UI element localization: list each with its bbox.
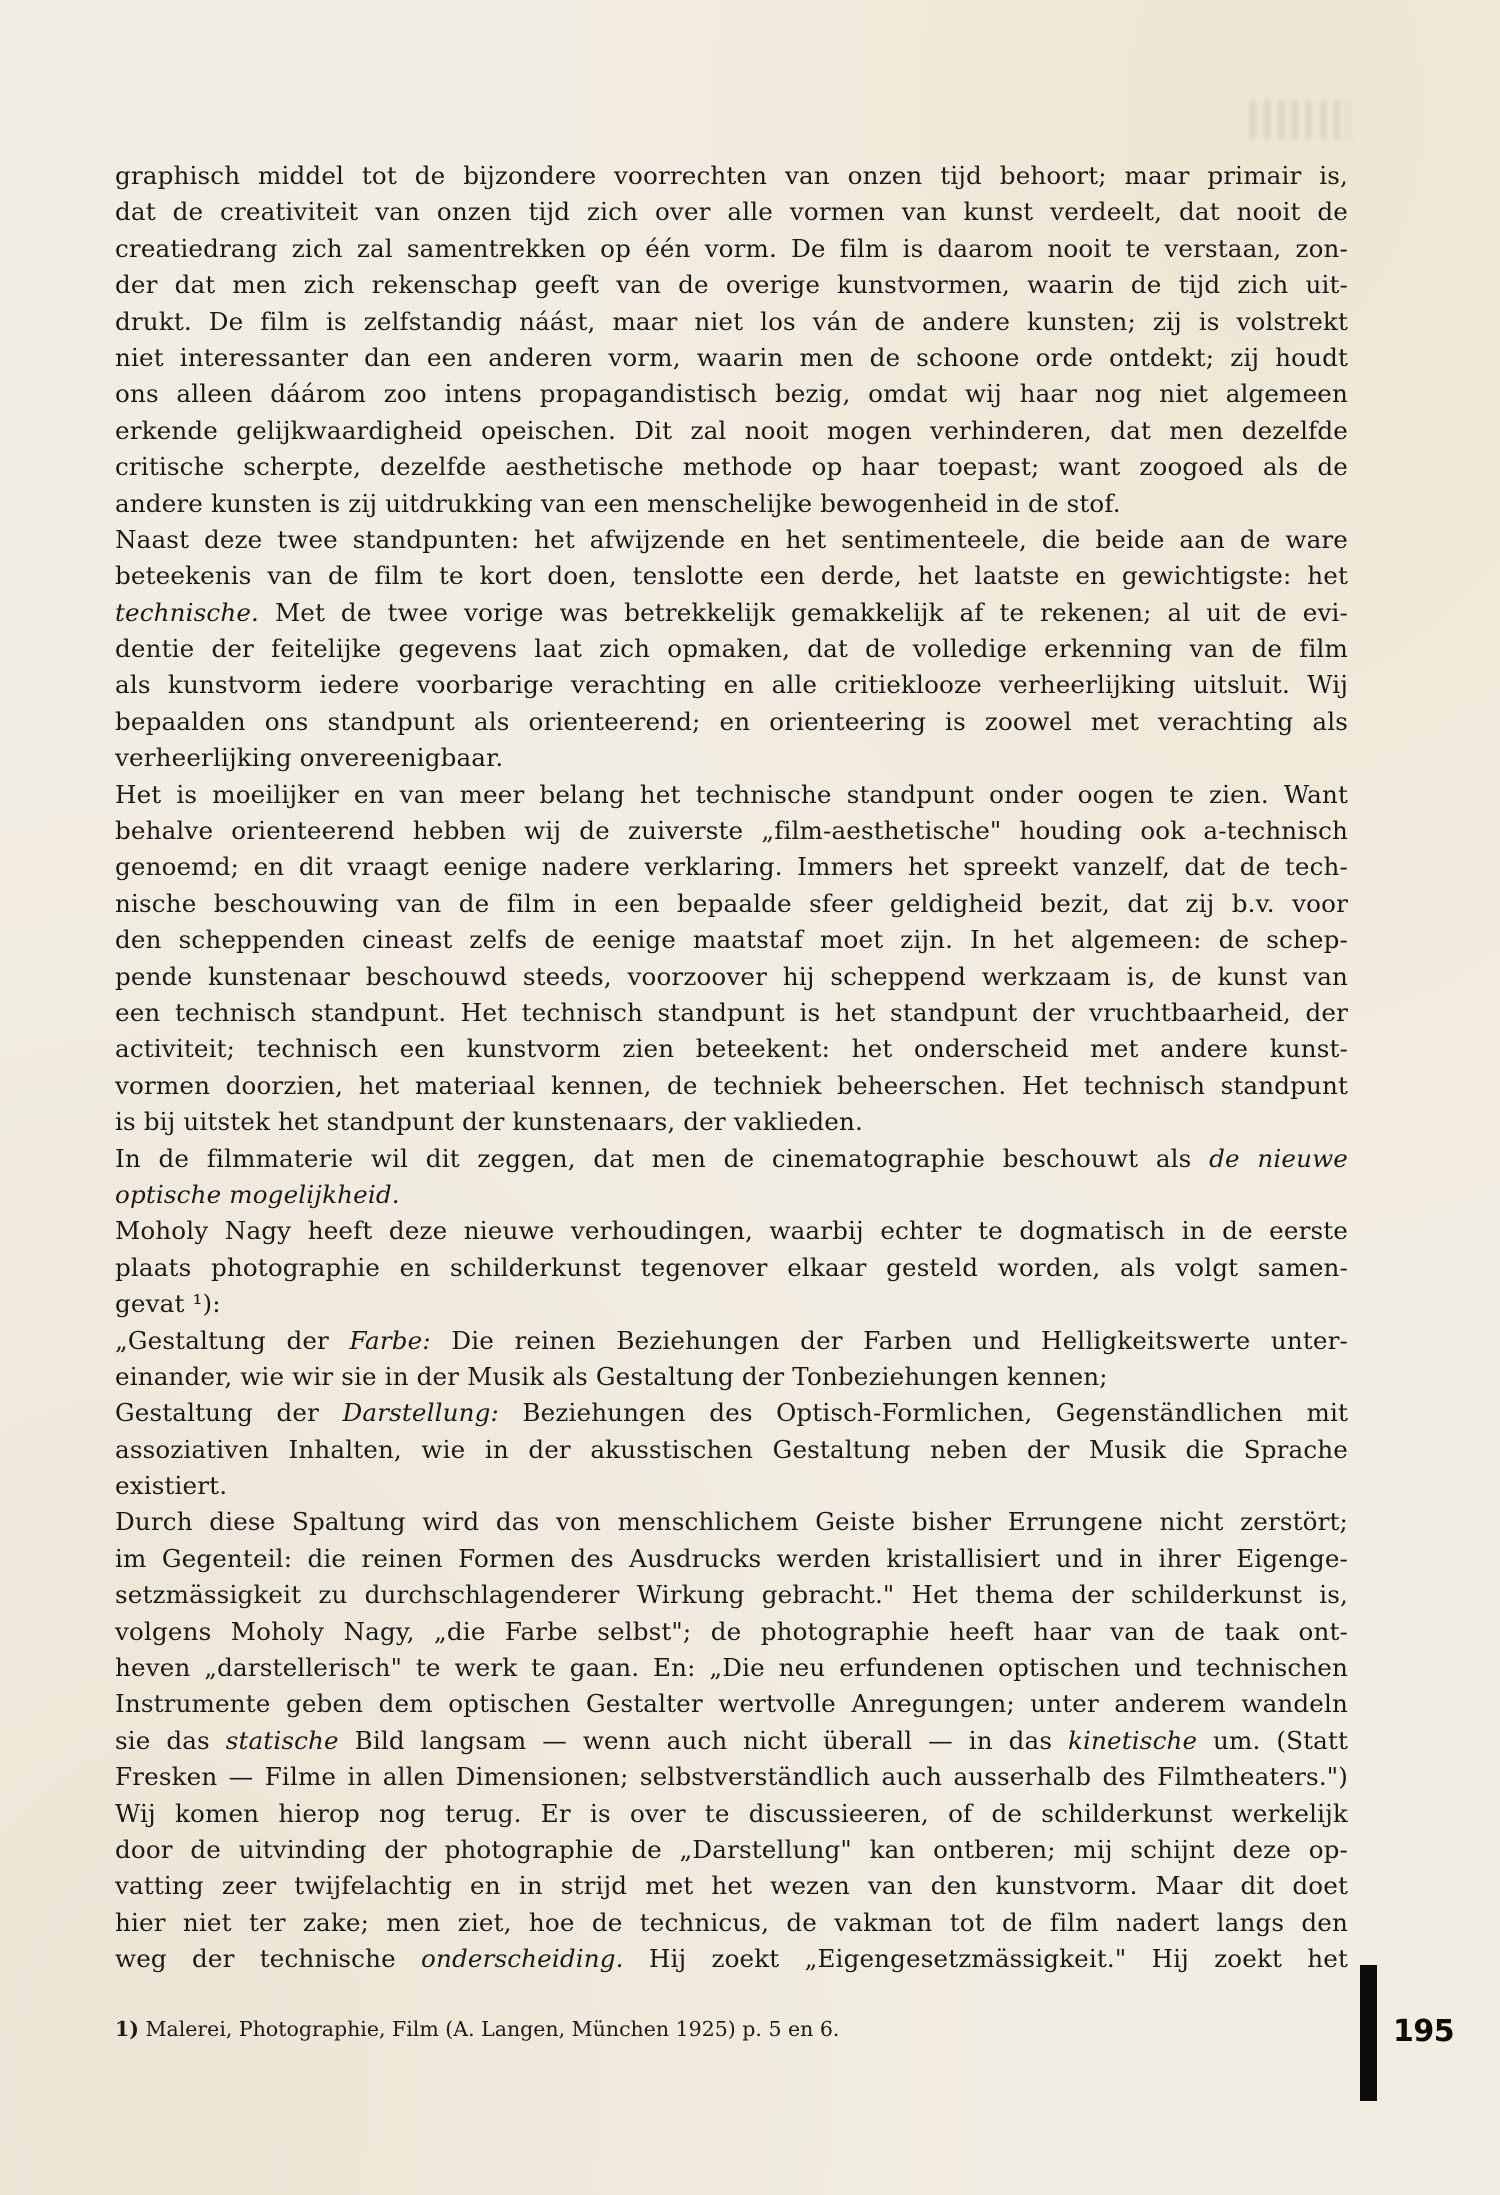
text-line [115,1141,1348,1177]
text-segment: heven „darstellerisch" te werk te gaan. En: „Die neu erfundenen optischen und technischen [115,1653,1348,1683]
text-segment: der dat men zich rekenschap geeft van de overige kunstvormen, waarin de tijd zich uit- [115,270,1348,300]
text-line [115,1468,1348,1504]
text-segment: „Gestaltung der [115,1325,350,1355]
text-segment: vatting zeer twijfelachtig en in strijd met het wezen van den kunstvorm. Maar dit doet [115,1871,1348,1901]
text-segment: In de filmmaterie wil dit zeggen, dat men de cinematographie beschouwt als [115,1143,1210,1173]
body-text [115,158,1348,1978]
text-segment: andere kunsten is zij uitdrukking van een menschelijke bewogenheid in de stof. [115,488,1121,518]
text-line [115,231,1348,267]
emphasis-text: optische mogelijkheid. [115,1179,400,1209]
text-line [115,740,1348,776]
text-line [115,1905,1348,1941]
text-line [115,558,1348,594]
text-segment: dentie der feitelijke gegevens laat zich opmaken, dat de volledige erkenning van de film [115,634,1348,664]
text-line [115,667,1348,703]
text-segment: ons alleen dáárom zoo intens propagandistisch bezig, omdat wij haar nog niet algemeen [115,379,1348,409]
text-segment: verheerlijking onvereenigbaar. [115,743,504,773]
text-line [115,1541,1348,1577]
text-segment: Gestaltung der [115,1398,343,1428]
text-line [115,1577,1348,1613]
emphasis-text: kinetische [1067,1725,1198,1755]
page-number-bar [1360,1965,1377,2101]
text-segment: existiert. [115,1471,228,1501]
text-segment: activiteit; technisch een kunstvorm zien beteekent: het onderscheid met andere kunst- [115,1034,1348,1064]
text-line [115,1686,1348,1722]
text-segment: Beziehungen des Optisch-Formlichen, Gegenständlichen mit [498,1398,1348,1428]
text-segment: creatiedrang zich zal samentrekken op één vorm. De film is daarom nooit te verstaan, zon- [115,233,1348,263]
text-segment: Hij zoekt „Eigengesetzmässigkeit." Hij zoekt het [623,1944,1348,1974]
text-line [115,1031,1348,1067]
text-segment: een technisch standpunt. Het technisch standpunt is het standpunt der vruchtbaarheid, der [115,997,1348,1027]
text-segment: plaats photographie en schilderkunst tegenover elkaar gesteld worden, als volgt samen- [115,1252,1348,1282]
text-line [115,849,1348,885]
text-segment: weg der technische [115,1944,422,1974]
text-segment: Het is moeilijker en van meer belang het technische standpunt onder oogen te zien. Want [115,779,1348,809]
text-segment: Durch diese Spaltung wird das von menschlichem Geiste bisher Errungene nicht zerstört; [115,1507,1348,1537]
text-line [115,1068,1348,1104]
text-line [115,777,1348,813]
text-line [115,1504,1348,1540]
text-line [115,376,1348,412]
text-segment: drukt. De film is zelfstandig náást, maar niet los ván de andere kunsten; zij is volstrekt [115,306,1348,336]
text-line [115,1832,1348,1868]
text-segment: hier niet ter zake; men ziet, hoe de technicus, de vakman tot de film nadert langs den [115,1907,1348,1937]
text-line [115,1359,1348,1395]
text-segment: Bild langsam — wenn auch nicht überall — in das [338,1725,1068,1755]
text-line [115,486,1348,522]
text-segment: Die reinen Beziehungen der Farben und Helligkeitswerte unter- [430,1325,1348,1355]
text-line [115,1868,1348,1904]
text-segment: door de uitvinding der photographie de „Darstellung" kan ontberen; mij schijnt deze op- [115,1834,1348,1864]
text-segment: beteekenis van de film te kort doen, tenslotte een derde, het laatste en gewichtigste: het [115,561,1348,591]
text-segment: critische scherpte, dezelfde aesthetische methode op haar toepast; want zoogoed als de [115,452,1348,482]
text-line [115,886,1348,922]
text-segment: Instrumente geben dem optischen Gestalter wertvolle Anregungen; unter anderem wandeln [115,1689,1348,1719]
text-line [115,995,1348,1031]
text-segment: Moholy Nagy heeft deze nieuwe verhoudingen, waarbij echter te dogmatisch in de eerste [115,1216,1348,1246]
text-segment: niet interessanter dan een anderen vorm, waarin men de schoone orde ontdekt; zij houdt [115,342,1348,372]
text-line [115,1323,1348,1359]
text-segment: bepaalden ons standpunt als orienteerend; en orienteering is zoowel met verachting als [115,706,1348,736]
text-segment: vormen doorzien, het materiaal kennen, de techniek beheerschen. Het technisch standpunt [115,1070,1348,1100]
text-segment: setzmässigkeit zu durchschlagenderer Wirkung gebracht." Het thema der schilderkunst is, [115,1580,1348,1610]
text-line [115,158,1348,194]
text-segment: um. (Statt [1197,1725,1348,1755]
text-segment: pende kunstenaar beschouwd steeds, voorzoover hij scheppend werkzaam is, de kunst van [115,961,1348,991]
text-line [115,704,1348,740]
text-line [115,1650,1348,1686]
text-segment: den scheppenden cineast zelfs de eenige maatstaf moet zijn. In het algemeen: de schep- [115,925,1348,955]
text-segment: gevat ¹): [115,1289,221,1319]
text-line [115,1723,1348,1759]
text-line [115,304,1348,340]
emphasis-text: onderscheiding. [421,1944,624,1974]
text-segment: Naast deze twee standpunten: het afwijzende en het sentimenteele, die beide aan de ware [115,524,1348,554]
text-segment: behalve orienteerend hebben wij de zuiverste „film-aesthetische" houding ook a-technisch [115,816,1348,846]
emphasis-text: de nieuwe [1209,1143,1349,1173]
text-line [115,1395,1348,1431]
text-line [115,1213,1348,1249]
text-segment: nische beschouwing van de film in een bepaalde sfeer geldigheid bezit, dat zij b.v. voor [115,888,1348,918]
page-number: 195 [1393,2014,1455,2049]
emphasis-text: statische [225,1725,339,1755]
text-segment: assoziativen Inhalten, wie in der akusstischen Gestaltung neben der Musik die Sprache [115,1434,1348,1464]
text-segment: dat de creativiteit van onzen tijd zich over alle vormen van kunst verdeelt, dat nooit de [115,197,1348,227]
text-segment: im Gegenteil: die reinen Formen des Ausdrucks werden kristallisiert und in ihrer Eigenge- [115,1543,1348,1573]
text-line [115,1104,1348,1140]
text-segment: Wij komen hierop nog terug. Er is over te discussieeren, of de schilderkunst werkelijk [115,1798,1348,1828]
text-line [115,413,1348,449]
text-segment: genoemd; en dit vraagt eenige nadere verklaring. Immers het spreekt vanzelf, dat de tech- [115,852,1348,882]
text-line [115,1177,1348,1213]
text-line [115,631,1348,667]
text-line [115,194,1348,230]
text-segment: volgens Moholy Nagy, „die Farbe selbst"; de photographie heeft haar van de taak ont- [115,1616,1348,1646]
text-line [115,1250,1348,1286]
text-segment: Met de twee vorige was betrekkelijk gemakkelijk af te rekenen; al uit de evi- [259,597,1348,627]
text-line [115,1286,1348,1322]
text-segment: Fresken — Filme in allen Dimensionen; selbstverständlich auch ausserhalb des Filmtheaters.") [115,1762,1348,1792]
text-segment: als kunstvorm iedere voorbarige verachting en alle critieklooze verheerlijking uitsluit. Wij [115,670,1348,700]
text-line [115,1796,1348,1832]
footnote [115,2017,839,2041]
text-segment: is bij uitstek het standpunt der kunstenaars, der vaklieden. [115,1107,863,1137]
text-segment: graphisch middel tot de bijzondere voorrechten van onzen tijd behoort; maar primair is, [115,161,1348,190]
text-line [115,1432,1348,1468]
text-line [115,595,1348,631]
text-segment: erkende gelijkwaardigheid opeischen. Dit zal nooit mogen verhinderen, dat men dezelfde [115,415,1348,445]
text-line [115,449,1348,485]
show-through-mark [1250,100,1350,140]
text-line [115,922,1348,958]
emphasis-text: Darstellung: [342,1398,499,1428]
text-line [115,522,1348,558]
footnote-number: 1) [115,2017,139,2041]
emphasis-text: Farbe: [349,1325,431,1355]
footnote-text: Malerei, Photographie, Film (A. Langen, München 1925) p. 5 en 6. [138,2017,840,2041]
text-line [115,959,1348,995]
text-segment: einander, wie wir sie in der Musik als Gestaltung der Tonbeziehungen kennen; [115,1361,1108,1391]
text-line [115,1759,1348,1795]
text-line [115,340,1348,376]
text-line [115,813,1348,849]
text-segment: sie das [115,1725,226,1755]
text-line [115,267,1348,303]
emphasis-text: technische. [115,597,260,627]
text-line [115,1941,1348,1977]
text-line [115,1614,1348,1650]
